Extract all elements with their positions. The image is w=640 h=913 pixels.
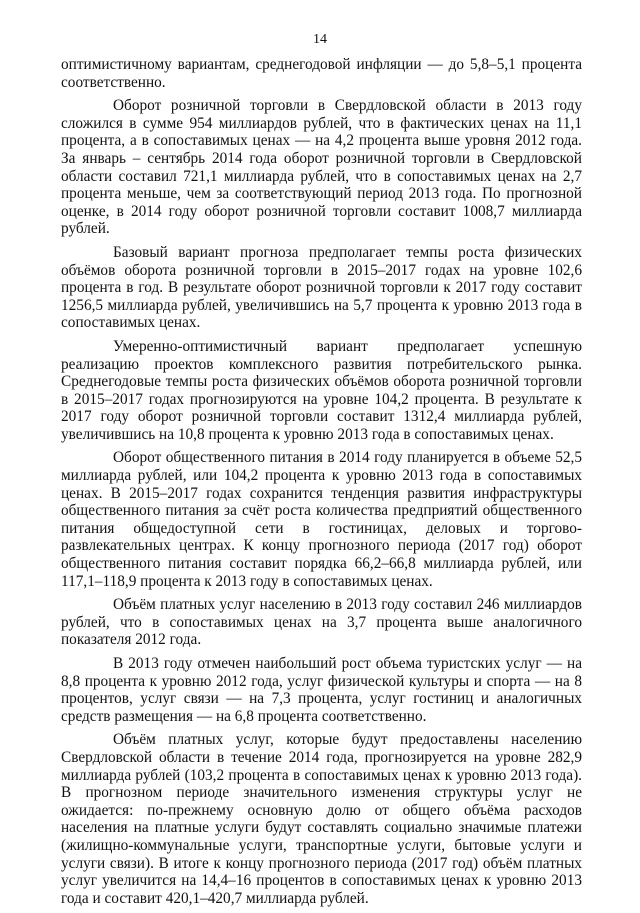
paragraph-optimistic-scenario: Умеренно-оптимистичный вариант предполагает успешную реализацию проектов комплексного развития потребительского рынка. Среднегодовые темпы роста физических объёмов оборота розничной торговли в 2015–2017 годах прогнозируются на уровне 104,2 процента. В результате к 2017 году оборот розничной торговли составит 1312,4 миллиарда рублей, увеличившись на 10,8 процента к уровню 2013 года в сопоставимых ценах. <box>61 337 582 443</box>
paragraph-services-growth: В 2013 году отмечен наибольший рост объема туристских услуг — на 8,8 процента к уровню 2012 года, услуг физической культуры и спорта — на 8 процентов, услуг связи — на 7,3 процента, услуг гостиниц и аналогичных средств размещения — на 6,8 процента соответственно. <box>61 655 582 725</box>
paragraph-paid-services-forecast: Объём платных услуг, которые будут предоставлены населению Свердловской области в течение 2014 года, прогнозируется на уровне 282,9 миллиарда рублей (103,2 процента в сопоставимых ценах к уровню 2013 года). В прогнозном периоде значительного изменения структуры услуг не ожидается: по-прежнему основную долю от общего объёма расходов населения на платные услуги будут составлять социально значимые платежи (жилищно-коммунальные услуги, транспортные услуги, бытовые услуги и услуги связи). В итоге к концу прогнозного периода (2017 год) объём платных услуг увеличится на 14,4–16 процентов в сопоставимых ценах к уровню 2013 года и составит 420,1–420,7 миллиарда рублей. <box>61 731 582 907</box>
paragraph-inflation-continuation: оптимистичному вариантам, среднегодовой инфляции — до 5,8–5,1 процента соответственно. <box>61 56 582 91</box>
paragraph-base-scenario: Базовый вариант прогноза предполагает темпы роста физических объёмов оборота розничной торговли в 2015–2017 годах на уровне 102,6 процента в год. В результате оборот розничной торговли к 2017 году составит 1256,5 миллиарда рублей, увеличившись на 5,7 процента к уровню 2013 года в сопоставимых ценах. <box>61 243 582 332</box>
paragraph-retail-turnover-2013: Оборот розничной торговли в Свердловской области в 2013 году сложился в сумме 954 миллиардов рублей, что в фактических ценах на 11,1 процента, а в сопоставимых ценах — на 4,2 процента выше уровня 2012 года. За январь – сентябрь 2014 года оборот розничной торговли в Свердловской области составил 721,1 миллиарда рублей, что в сопоставимых ценах на 2,7 процента меньше, чем за соответствующий период 2013 года. По прогнозной оценке, в 2014 году оборот розничной торговли составит 1008,7 миллиарда рублей. <box>61 97 582 238</box>
paragraph-public-catering: Оборот общественного питания в 2014 году планируется в объеме 52,5 миллиарда рублей, или 104,2 процента к уровню 2013 года в сопоставимых ценах. В 2015–2017 годах сохранится тенденция развития инфраструктуры общественного питания за счёт роста количества предприятий общественного питания общедоступной сети в гостиницах, деловых и торгово-развлекательных центрах. К концу прогнозного периода (2017 год) оборот общественного питания составит порядка 66,2–66,8 миллиарда рублей, или 117,1–118,9 процента к 2013 году в сопоставимых ценах. <box>61 449 582 590</box>
document-body <box>61 56 582 913</box>
page-number: 14 <box>313 32 327 47</box>
paragraph-paid-services-2013: Объём платных услуг населению в 2013 году составил 246 миллиардов рублей, что в сопоставимых ценах на 3,7 процента выше аналогичного показателя 2012 года. <box>61 596 582 649</box>
